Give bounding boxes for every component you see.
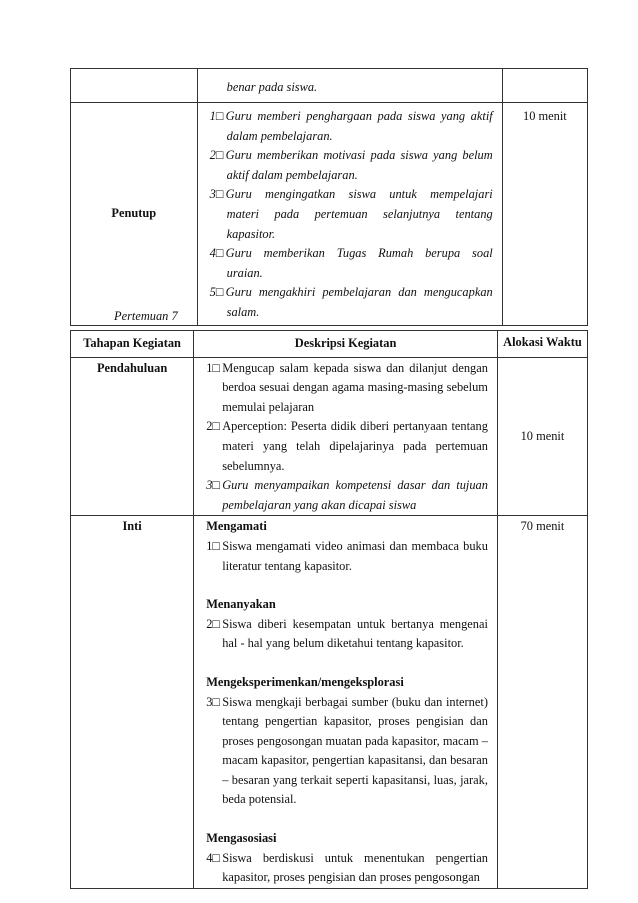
section-heading: Mengasosiasi [206, 831, 277, 846]
item-number: 4□ [206, 850, 220, 865]
list-item [206, 476, 488, 515]
item-number: 3□ [206, 478, 220, 493]
item-text: Guru mengakhiri pembelajaran dan mengucapkan [225, 285, 493, 300]
item-text: Guru memberikan Tugas Rumah berupa soal [225, 246, 493, 261]
list-item [210, 107, 493, 127]
list-item [206, 417, 488, 476]
section-spacer [206, 654, 488, 673]
list-item [206, 615, 488, 654]
stage-cell [71, 103, 198, 326]
item-number: 4□ [209, 246, 224, 261]
closing-activity-table [70, 68, 588, 326]
stage-cell [71, 516, 194, 889]
section-heading: Mengeksperimenkan/mengeksplorasi [206, 674, 404, 689]
list-item [210, 244, 493, 264]
item-text-continued: dalam pembelajaran. [226, 128, 333, 143]
stage-label: Pendahuluan [96, 360, 168, 375]
description-cell [197, 103, 502, 326]
item-text-continued: uraian. [226, 265, 263, 280]
alloc-cell [497, 516, 587, 889]
item-text: Guru mengingatkan siswa untuk mempelajari [225, 187, 493, 202]
alloc-cell [497, 357, 587, 516]
description-cell [197, 69, 502, 103]
item-number: 1□ [209, 109, 224, 123]
item-text: Siswa berdiskusi untuk menentukan pengertian kapasitor, proses pengisian dan proses pengosongan [222, 850, 488, 885]
header-stage-label: Tahapan Kegiatan [83, 336, 181, 350]
header-description-label: Deskripsi Kegiatan [294, 336, 397, 350]
table-header-row [71, 331, 588, 358]
table-row [71, 357, 588, 516]
item-text: Aperception: Peserta didik diberi pertanyaan tentang materi yang telah dipelajarinya pada pertemuan sebelumnya. [222, 419, 488, 473]
item-number: 2□ [209, 148, 224, 163]
item-number: 1□ [206, 360, 220, 375]
alloc-cell [502, 103, 587, 326]
section-spacer [206, 810, 488, 829]
table-row [71, 516, 588, 889]
time-allocation: 70 menit [520, 519, 565, 534]
time-allocation: 10 menit [520, 428, 565, 443]
description-cell [194, 357, 498, 516]
item-text: Siswa mengamati video animasi dan membaca buku literatur tentang kapasitor. [222, 538, 488, 573]
core-section-list [206, 517, 488, 888]
section-heading: Menanyakan [206, 597, 276, 612]
item-text: Guru memberikan motivasi pada siswa yang belum [225, 148, 493, 163]
item-text: Siswa mengkaji berbagai sumber (buku dan internet) tentang pengertian kapasitor, proses pengisian dan proses pengosongan muatan pada kapasitor, macam – macam kapasitor, pengertian kapasitansi, dan besaran – besaran yang terkait seperti kapasitansi, luas, jarak, beda potensial. [222, 694, 488, 807]
section-heading: Mengamati [206, 519, 267, 534]
item-number: 1□ [206, 538, 220, 553]
list-item [206, 359, 488, 418]
time-allocation: 10 menit [523, 109, 567, 123]
meeting-title: Pertemuan 7 [114, 309, 178, 323]
description-cell [194, 516, 498, 889]
stage-label: Penutup [111, 205, 157, 220]
meeting-activity-table [70, 330, 588, 889]
item-text-continued: salam. [226, 304, 260, 319]
header-description [194, 331, 498, 358]
description-text: benar pada siswa. [226, 80, 318, 94]
header-allocation-label: Alokasi Waktu [503, 335, 582, 349]
header-stage [71, 331, 194, 358]
item-number: 2□ [206, 616, 220, 631]
intro-item-list [206, 359, 488, 516]
list-item [210, 185, 493, 205]
item-number: 3□ [206, 694, 220, 709]
section-spacer [206, 576, 488, 595]
item-text: Mengucap salam kepada siswa dan dilanjut dengan berdoa sesuai dengan agama masing-masing sebelum memulai pelajaran [222, 360, 488, 414]
list-item [206, 849, 488, 888]
item-number: 5□ [209, 285, 224, 300]
item-text: Siswa diberi kesempatan untuk bertanya mengenai hal - hal yang belum diketahui tentang kapasitor. [222, 616, 488, 651]
list-item [210, 146, 493, 166]
header-allocation [497, 331, 587, 358]
item-text-continued: aktif dalam pembelajaran. [226, 167, 358, 182]
table-row [71, 103, 588, 326]
list-item [206, 537, 488, 576]
list-item [206, 693, 488, 811]
item-number: 3□ [209, 187, 224, 202]
item-text: Guru memberi penghargaan pada siswa yang aktif [225, 109, 493, 123]
stage-label: Inti [122, 519, 142, 534]
item-text-continued: materi pada pertemuan selanjutnya tentang kapasitor. [226, 206, 493, 241]
stage-cell [71, 357, 194, 516]
stage-cell-empty [71, 69, 198, 103]
list-item [210, 283, 493, 303]
closing-item-list [210, 107, 493, 323]
table-row [71, 69, 588, 103]
item-text: Guru menyampaikan kompetensi dasar dan tujuan pembelajaran yang akan dicapai siswa [222, 478, 488, 512]
item-number: 2□ [206, 419, 220, 434]
alloc-cell-empty [502, 69, 587, 103]
